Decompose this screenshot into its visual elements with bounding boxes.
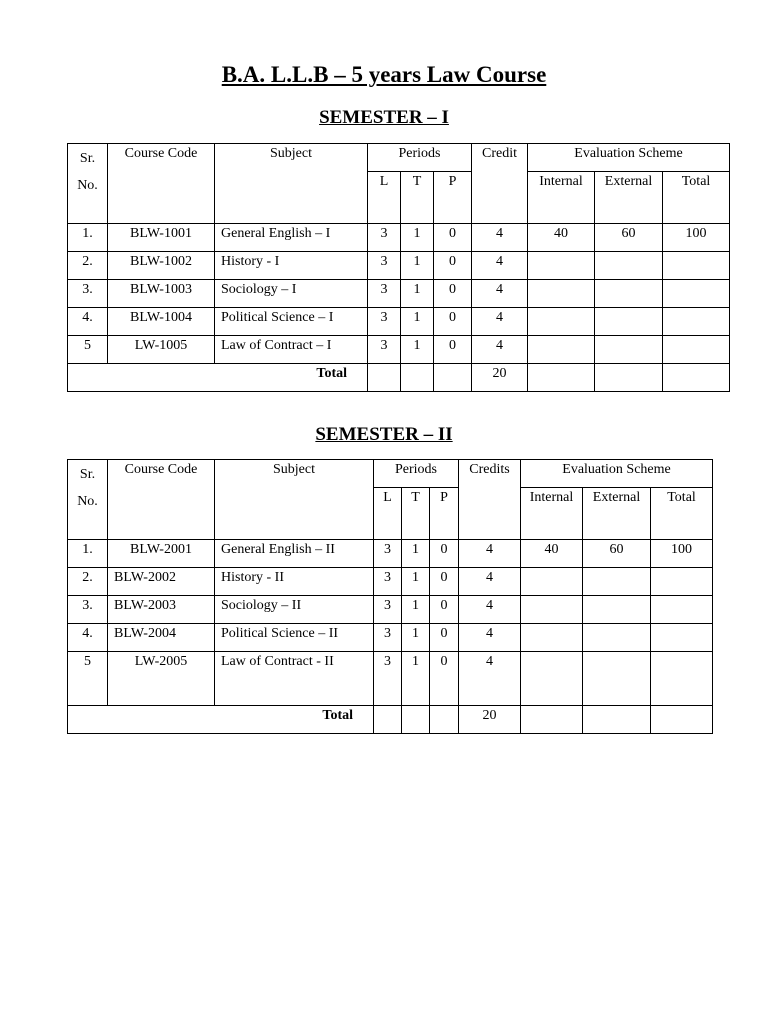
credit-cell: 4	[459, 568, 521, 596]
evaluation-header: Evaluation Scheme	[521, 460, 713, 488]
course-code-cell: BLW-2002	[108, 568, 215, 596]
sr-header-label: Sr.	[79, 467, 96, 482]
l-header: L	[374, 488, 402, 540]
internal-header: Internal	[521, 488, 583, 540]
internal-cell: 40	[521, 540, 583, 568]
t-header: T	[401, 172, 434, 224]
l-cell: 3	[374, 540, 402, 568]
internal-cell	[521, 652, 583, 706]
total-p-cell	[434, 364, 472, 392]
total-external-cell	[583, 706, 651, 734]
table-row	[68, 252, 730, 280]
course-code-header: Course Code	[108, 144, 215, 224]
internal-header: Internal	[528, 172, 595, 224]
course-code-cell: BLW-2004	[108, 624, 215, 652]
external-cell	[595, 252, 663, 280]
total-total-cell	[663, 364, 730, 392]
total-t-cell	[401, 364, 434, 392]
p-cell: 0	[434, 224, 472, 252]
table-row	[68, 280, 730, 308]
external-cell	[583, 652, 651, 706]
total-cell	[651, 624, 713, 652]
internal-cell	[528, 336, 595, 364]
sr-no-cell: 5	[68, 336, 108, 364]
total-internal-cell	[528, 364, 595, 392]
total-cell	[651, 652, 713, 706]
external-cell	[595, 280, 663, 308]
total-l-cell	[374, 706, 402, 734]
internal-cell	[528, 252, 595, 280]
p-header: P	[430, 488, 459, 540]
total-cell	[663, 252, 730, 280]
subject-cell: Sociology – I	[215, 280, 368, 308]
sr-no-cell: 4.	[68, 624, 108, 652]
credit-cell: 4	[472, 224, 528, 252]
t-cell: 1	[401, 224, 434, 252]
total-cell	[651, 568, 713, 596]
sr-no-cell: 3.	[68, 596, 108, 624]
course-code-cell: BLW-1002	[108, 252, 215, 280]
t-header: T	[402, 488, 430, 540]
subject-cell: Political Science – I	[215, 308, 368, 336]
p-cell: 0	[430, 596, 459, 624]
total-cell: 100	[663, 224, 730, 252]
semester-2-table	[67, 459, 713, 734]
total-header: Total	[651, 488, 713, 540]
subject-cell: History - I	[215, 252, 368, 280]
internal-cell	[521, 596, 583, 624]
internal-cell	[521, 568, 583, 596]
external-cell	[583, 568, 651, 596]
external-cell	[583, 624, 651, 652]
total-cell	[663, 280, 730, 308]
course-code-cell: LW-1005	[108, 336, 215, 364]
p-cell: 0	[430, 624, 459, 652]
course-code-cell: BLW-1003	[108, 280, 215, 308]
l-header: L	[368, 172, 401, 224]
p-cell: 0	[430, 568, 459, 596]
p-cell: 0	[434, 252, 472, 280]
table-row	[68, 540, 713, 568]
internal-cell: 40	[528, 224, 595, 252]
total-p-cell	[430, 706, 459, 734]
total-internal-cell	[521, 706, 583, 734]
external-header: External	[583, 488, 651, 540]
sr-no-header	[68, 144, 108, 224]
total-row	[68, 364, 730, 392]
subject-cell: Sociology – II	[215, 596, 374, 624]
sr-no-cell: 3.	[68, 280, 108, 308]
t-cell: 1	[402, 596, 430, 624]
total-header: Total	[663, 172, 730, 224]
periods-header: Periods	[374, 460, 459, 488]
l-cell: 3	[368, 308, 401, 336]
external-cell: 60	[595, 224, 663, 252]
total-label: Total	[68, 706, 374, 734]
p-cell: 0	[430, 652, 459, 706]
credit-cell: 4	[459, 652, 521, 706]
total-cell	[663, 308, 730, 336]
sr-no-cell: 1.	[68, 224, 108, 252]
subject-cell: Law of Contract - II	[215, 652, 374, 706]
course-code-cell: BLW-1004	[108, 308, 215, 336]
l-cell: 3	[374, 652, 402, 706]
credit-header: Credit	[472, 144, 528, 224]
course-code-header: Course Code	[108, 460, 215, 540]
course-code-cell: BLW-2001	[108, 540, 215, 568]
external-cell	[595, 308, 663, 336]
l-cell: 3	[368, 252, 401, 280]
t-cell: 1	[402, 540, 430, 568]
table-row	[68, 568, 713, 596]
total-credit: 20	[459, 706, 521, 734]
periods-header: Periods	[368, 144, 472, 172]
total-external-cell	[595, 364, 663, 392]
l-cell: 3	[368, 224, 401, 252]
credit-cell: 4	[472, 336, 528, 364]
total-cell	[651, 596, 713, 624]
p-cell: 0	[434, 308, 472, 336]
external-cell	[583, 596, 651, 624]
sr-no-cell: 5	[68, 652, 108, 706]
subject-cell: General English – II	[215, 540, 374, 568]
credit-cell: 4	[472, 252, 528, 280]
total-cell: 100	[651, 540, 713, 568]
p-cell: 0	[434, 336, 472, 364]
credit-header: Credits	[459, 460, 521, 540]
internal-cell	[521, 624, 583, 652]
l-cell: 3	[368, 336, 401, 364]
semester-2-title: SEMESTER – II	[315, 424, 453, 445]
no-header-label: No.	[77, 178, 98, 193]
header-row	[68, 144, 730, 172]
total-t-cell	[402, 706, 430, 734]
credit-cell: 4	[459, 596, 521, 624]
total-total-cell	[651, 706, 713, 734]
course-code-cell: BLW-1001	[108, 224, 215, 252]
t-cell: 1	[401, 252, 434, 280]
t-cell: 1	[402, 568, 430, 596]
header-row	[68, 460, 713, 488]
table-row	[68, 596, 713, 624]
subject-cell: History - II	[215, 568, 374, 596]
total-row	[68, 706, 713, 734]
sr-no-cell: 2.	[68, 568, 108, 596]
credit-cell: 4	[459, 624, 521, 652]
table-row	[68, 336, 730, 364]
table-row	[68, 308, 730, 336]
table-row	[68, 652, 713, 706]
course-code-cell: BLW-2003	[108, 596, 215, 624]
no-header-label: No.	[77, 494, 98, 509]
credit-cell: 4	[459, 540, 521, 568]
t-cell: 1	[402, 652, 430, 706]
course-code-cell: LW-2005	[108, 652, 215, 706]
t-cell: 1	[401, 280, 434, 308]
subject-header: Subject	[215, 460, 374, 540]
total-credit: 20	[472, 364, 528, 392]
t-cell: 1	[402, 624, 430, 652]
evaluation-header: Evaluation Scheme	[528, 144, 730, 172]
l-cell: 3	[374, 624, 402, 652]
subject-header: Subject	[215, 144, 368, 224]
total-label: Total	[68, 364, 368, 392]
internal-cell	[528, 280, 595, 308]
subject-cell: Political Science – II	[215, 624, 374, 652]
credit-cell: 4	[472, 280, 528, 308]
subject-cell: Law of Contract – I	[215, 336, 368, 364]
t-cell: 1	[401, 336, 434, 364]
p-header: P	[434, 172, 472, 224]
t-cell: 1	[401, 308, 434, 336]
table-row	[68, 224, 730, 252]
p-cell: 0	[434, 280, 472, 308]
document-title: B.A. L.L.B – 5 years Law Course	[221, 62, 547, 87]
table-row	[68, 624, 713, 652]
semester-1-title: SEMESTER – I	[319, 107, 449, 128]
sr-header-label: Sr.	[79, 151, 96, 166]
l-cell: 3	[374, 568, 402, 596]
l-cell: 3	[368, 280, 401, 308]
total-l-cell	[368, 364, 401, 392]
credit-cell: 4	[472, 308, 528, 336]
sr-no-header	[68, 460, 108, 540]
external-cell	[595, 336, 663, 364]
l-cell: 3	[374, 596, 402, 624]
sr-no-cell: 2.	[68, 252, 108, 280]
total-cell	[663, 336, 730, 364]
external-cell: 60	[583, 540, 651, 568]
external-header: External	[595, 172, 663, 224]
p-cell: 0	[430, 540, 459, 568]
semester-1-table	[67, 143, 730, 392]
subject-cell: General English – I	[215, 224, 368, 252]
internal-cell	[528, 308, 595, 336]
sr-no-cell: 1.	[68, 540, 108, 568]
sr-no-cell: 4.	[68, 308, 108, 336]
